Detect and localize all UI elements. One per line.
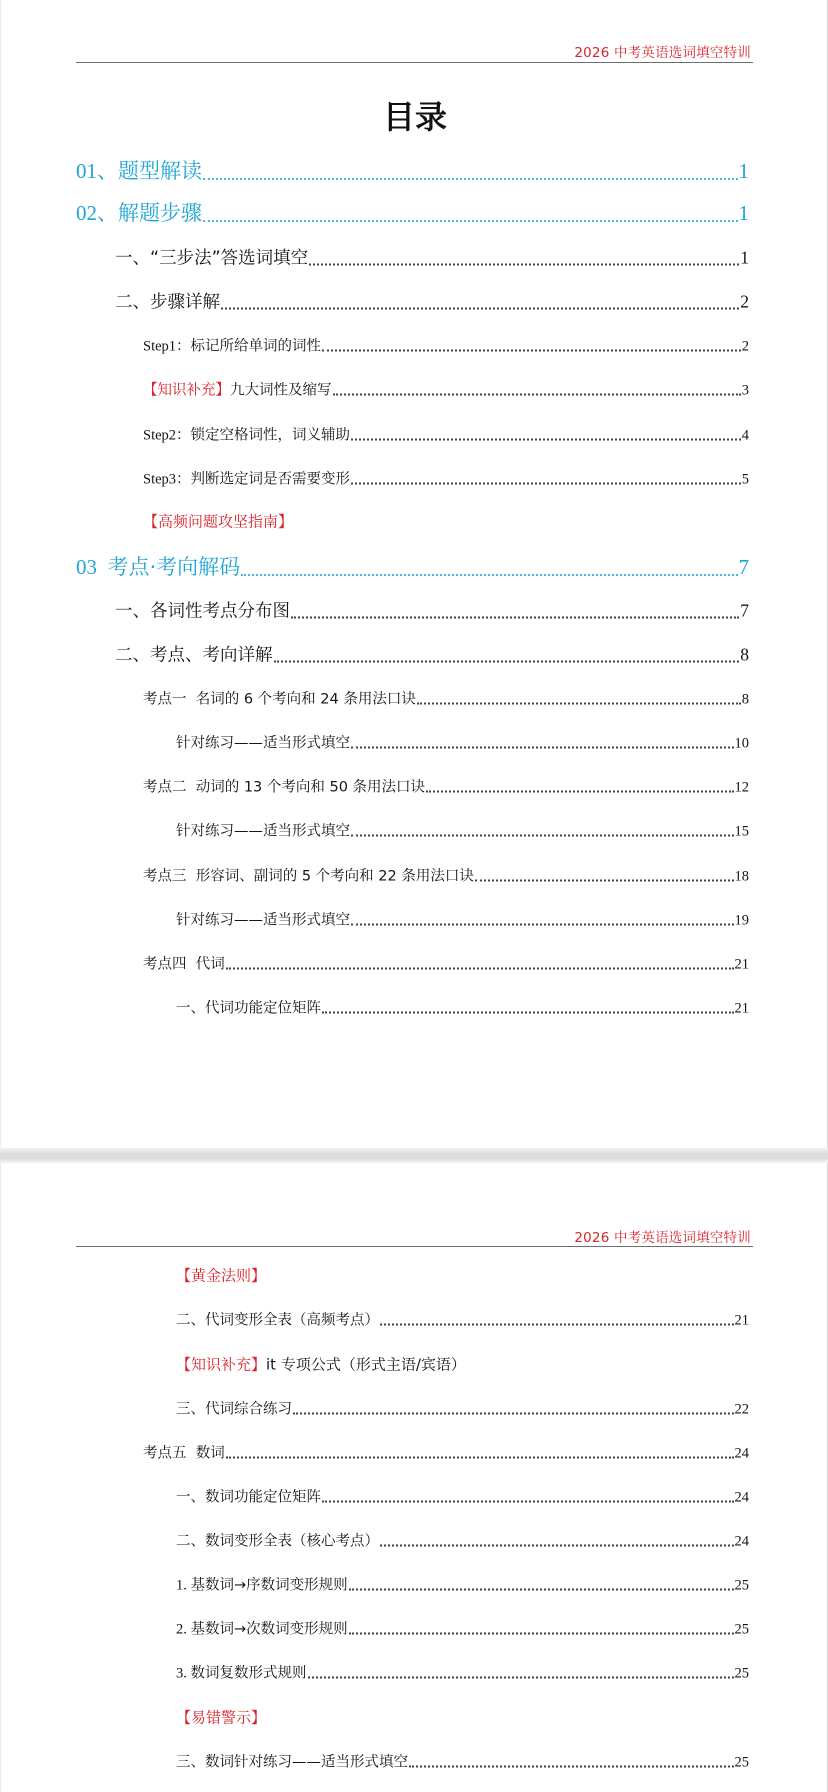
- toc-entry-label: 代词综合练习: [205, 1401, 292, 1418]
- document-page-2: [0, 1163, 828, 1792]
- toc-page-number: 25: [734, 1665, 749, 1682]
- toc-entry-label: 基数词→次数词变形规则: [190, 1621, 348, 1638]
- toc-entry-label: 数词针对练习——适当形式填空: [205, 1754, 408, 1771]
- toc-entry-prefix: 考点一: [143, 691, 196, 708]
- dot-leader: [409, 1766, 734, 1768]
- toc-entry[interactable]: [176, 1309, 749, 1330]
- toc-entry[interactable]: [76, 197, 749, 227]
- toc-entry-prefix: Step1：: [143, 338, 191, 355]
- toc-entry-prefix: Step3：: [143, 471, 191, 488]
- toc-entry[interactable]: [176, 1662, 749, 1683]
- toc-entry[interactable]: [176, 820, 749, 841]
- golden-rule-tag[interactable]: 【黄金法则】: [176, 1266, 267, 1285]
- toc-entry-prefix: Step2：: [143, 427, 191, 444]
- page-separator: [0, 1148, 828, 1163]
- toc-entry-label: 九大词性及缩写: [230, 382, 332, 399]
- toc-page-number: 18: [734, 868, 749, 885]
- toc-entry-label: 代词: [195, 956, 225, 973]
- toc-entry-prefix: 二、: [176, 1533, 205, 1550]
- toc-entry-prefix: 考点二: [143, 779, 196, 796]
- toc-page-number: 15: [734, 823, 749, 840]
- toc-entry[interactable]: [115, 289, 749, 314]
- toc-entry[interactable]: [143, 468, 749, 489]
- toc-entry-label: it 专项公式（形式主语/宾语）: [266, 1355, 466, 1374]
- toc-entry-label: 代词功能定位矩阵: [205, 1000, 321, 1017]
- toc-page-number: 7: [738, 555, 749, 579]
- toc-entry-label: 解题步骤: [118, 201, 202, 225]
- toc-page-number: 19: [734, 912, 749, 929]
- toc-entry[interactable]: [176, 1354, 466, 1375]
- toc-page-number: 21: [734, 956, 749, 973]
- running-header-title: 2026 中考英语选词填空特训: [574, 1230, 751, 1246]
- toc-entry[interactable]: [176, 1618, 749, 1639]
- dot-leader: [241, 574, 737, 576]
- toc-entry[interactable]: [176, 1398, 749, 1419]
- dot-leader: [322, 1012, 734, 1014]
- toc-entry-number: 01、: [76, 159, 118, 183]
- dot-leader: [274, 661, 740, 663]
- toc-page-number: 25: [734, 1577, 749, 1594]
- dot-leader: [226, 968, 734, 970]
- running-header-title: 2026 中考英语选词填空特训: [574, 45, 751, 61]
- toc-entry-prefix: 一、: [115, 601, 150, 622]
- toc-entry[interactable]: [76, 155, 749, 185]
- dot-leader: [426, 791, 733, 793]
- toc-entry-label: 考点·考向解码: [107, 555, 241, 579]
- knowledge-tag: 【知识补充】: [143, 382, 230, 399]
- toc-page-number: 24: [734, 1489, 749, 1506]
- dot-leader: [293, 1413, 734, 1415]
- toc-entry-label: 数词复数形式规则: [190, 1665, 307, 1682]
- toc-entry-label: 名词的 6 个考向和 24 条用法口诀: [195, 691, 416, 708]
- toc-entry-prefix: 2.: [176, 1621, 191, 1638]
- dot-leader: [351, 924, 734, 926]
- dot-leader: [221, 308, 739, 310]
- dot-leader: [351, 439, 741, 441]
- toc-page-number: 7: [740, 600, 749, 621]
- toc-entry-label: 考点、考向详解: [150, 645, 273, 666]
- toc-entry[interactable]: [143, 953, 749, 974]
- toc-entry[interactable]: [143, 776, 749, 797]
- toc-page-number: 10: [734, 735, 749, 752]
- toc-entry[interactable]: [176, 1751, 749, 1772]
- toc-entry-label: 形容词、副词的 5 个考向和 22 条用法口诀: [195, 868, 474, 885]
- dot-leader: [203, 220, 738, 222]
- dot-leader: [351, 483, 741, 485]
- toc-entry-label: “三步法”答选词填空: [150, 248, 309, 269]
- toc-entry-label: 锁定空格词性，词义辅助: [190, 427, 351, 444]
- error-warning-tag[interactable]: 【易错警示】: [176, 1708, 267, 1727]
- toc-page-number: 12: [734, 779, 749, 796]
- dot-leader: [475, 880, 734, 882]
- dot-leader: [351, 747, 734, 749]
- toc-page-number: 1: [738, 201, 749, 225]
- toc-entry-prefix: 一、: [115, 248, 150, 269]
- toc-page-number: 3: [741, 382, 749, 399]
- toc-entry[interactable]: [176, 1530, 749, 1551]
- toc-entry-prefix: 二、: [115, 292, 150, 313]
- dot-leader: [380, 1324, 734, 1326]
- knowledge-tag: 【知识补充】: [176, 1355, 267, 1374]
- toc-page-number: 5: [741, 471, 749, 488]
- toc-page-number: 21: [734, 1312, 749, 1329]
- toc-entry[interactable]: [143, 379, 749, 400]
- toc-entry[interactable]: [143, 424, 749, 445]
- dot-leader: [333, 394, 741, 396]
- toc-entry-label: 代词变形全表（高频考点）: [205, 1312, 379, 1329]
- toc-page-number: 24: [734, 1533, 749, 1550]
- toc-entry-prefix: 三、: [176, 1754, 205, 1771]
- toc-page-number: 24: [734, 1445, 749, 1462]
- toc-entry[interactable]: [115, 598, 749, 623]
- toc-entry[interactable]: [115, 245, 749, 270]
- header-rule: [76, 1246, 753, 1247]
- toc-entry-label: 动词的 13 个考向和 50 条用法口诀: [195, 779, 426, 796]
- toc-entry-number: 03: [76, 555, 108, 579]
- toc-entry-label: 步骤详解: [150, 292, 220, 313]
- toc-entry-prefix: 考点三: [143, 868, 196, 885]
- toc-entry-label: 判断选定词是否需要变形: [190, 471, 351, 488]
- dot-leader: [349, 1633, 734, 1635]
- toc-page-number: 25: [734, 1621, 749, 1638]
- dot-leader: [291, 617, 739, 619]
- toc-entry-prefix: 一、: [176, 1489, 205, 1506]
- toc-entry-prefix: 考点五: [143, 1445, 196, 1462]
- dot-leader: [380, 1545, 734, 1547]
- toc-entry[interactable]: [176, 732, 749, 753]
- toc-entry-prefix: 一、: [176, 1000, 205, 1017]
- toc-entry-label: 题型解读: [118, 159, 202, 183]
- dot-leader: [351, 835, 734, 837]
- dot-leader: [226, 1457, 734, 1459]
- dot-leader: [322, 350, 741, 352]
- toc-page-number: 21: [734, 1000, 749, 1017]
- dot-leader: [349, 1589, 734, 1591]
- toc-entry[interactable]: [76, 551, 749, 581]
- toc-entry[interactable]: [143, 865, 749, 886]
- toc-page-number: 25: [734, 1754, 749, 1771]
- toc-entry[interactable]: [176, 997, 749, 1018]
- toc-entry-prefix: 二、: [115, 645, 150, 666]
- header-rule: [76, 62, 753, 63]
- toc-entry[interactable]: [176, 909, 749, 930]
- dot-leader: [417, 703, 741, 705]
- toc-page-number: 1: [738, 159, 749, 183]
- toc-entry-label: 数词: [195, 1445, 225, 1462]
- toc-page-number: 8: [741, 691, 749, 708]
- toc-page-number: 2: [740, 291, 749, 312]
- toc-entry[interactable]: [143, 1442, 749, 1463]
- toc-entry-label: 标记所给单词的词性: [190, 338, 322, 355]
- toc-page-number: 2: [741, 338, 749, 355]
- toc-entry-label: 数词功能定位矩阵: [205, 1489, 321, 1506]
- toc-entry-prefix: 1.: [176, 1577, 191, 1594]
- toc-entry[interactable]: [115, 642, 749, 667]
- toc-entry-prefix: 二、: [176, 1312, 205, 1329]
- dot-leader: [203, 178, 738, 180]
- toc-entry-label: 各词性考点分布图: [150, 601, 290, 622]
- page-title: 目录: [382, 98, 447, 136]
- toc-page-number: 8: [740, 644, 749, 665]
- toc-page-number: 4: [741, 427, 749, 444]
- toc-entry[interactable]: [176, 1574, 749, 1595]
- dot-leader: [309, 264, 739, 266]
- toc-entry-label: 针对练习——适当形式填空: [176, 912, 350, 929]
- toc-page-number: 1: [740, 247, 749, 268]
- toc-entry-label: 针对练习——适当形式填空: [176, 823, 350, 840]
- toc-entry-label: 针对练习——适当形式填空: [176, 735, 350, 752]
- toc-entry-prefix: 3.: [176, 1665, 191, 1682]
- dot-leader: [308, 1677, 734, 1679]
- toc-entry-number: 02、: [76, 201, 118, 225]
- toc-page-number: 22: [734, 1401, 749, 1418]
- toc-entry-prefix: 三、: [176, 1401, 205, 1418]
- dot-leader: [322, 1501, 734, 1503]
- toc-entry[interactable]: [143, 335, 749, 356]
- toc-entry-prefix: 考点四: [143, 956, 196, 973]
- guide-tag[interactable]: 【高频问题攻坚指南】: [143, 512, 294, 531]
- toc-entry-label: 基数词→序数词变形规则: [190, 1577, 348, 1594]
- toc-entry[interactable]: [143, 688, 749, 709]
- toc-entry[interactable]: [176, 1486, 749, 1507]
- toc-entry-label: 数词变形全表（核心考点）: [205, 1533, 379, 1550]
